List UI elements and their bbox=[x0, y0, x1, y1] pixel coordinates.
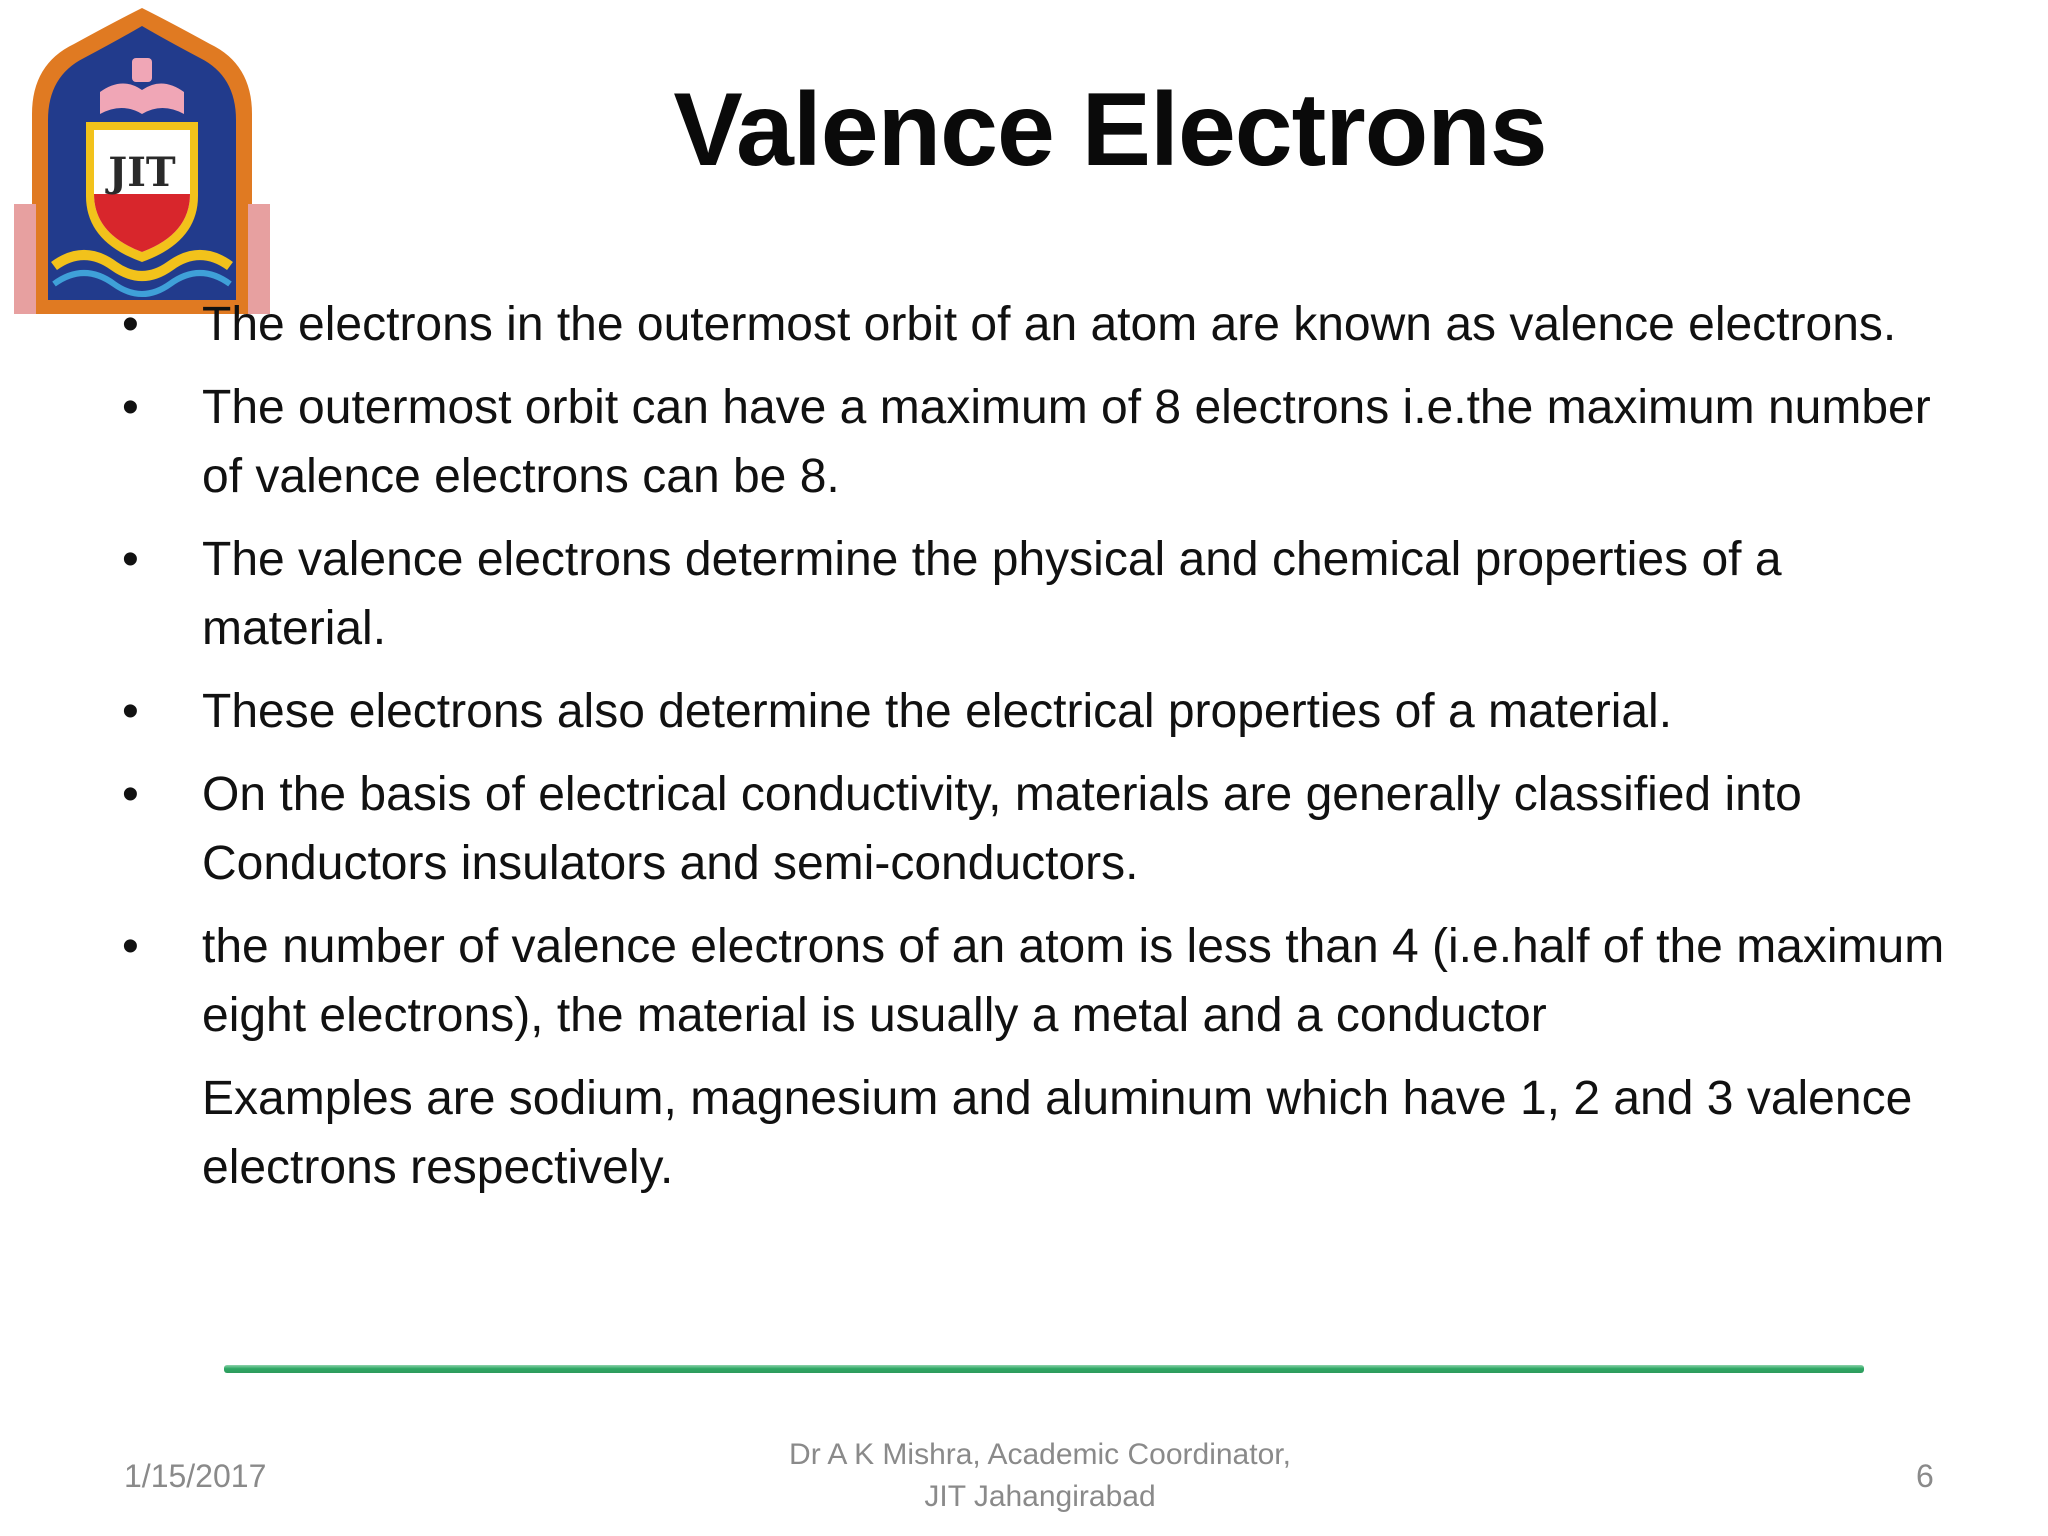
footer-date: 1/15/2017 bbox=[124, 1458, 267, 1494]
bullet-marker: • bbox=[122, 768, 139, 821]
jit-crest-icon bbox=[14, 4, 270, 320]
bullet-item bbox=[122, 373, 1962, 511]
bullet-marker: • bbox=[122, 381, 139, 434]
bullet-text: These electrons also determine the electrical properties of a material. bbox=[202, 685, 1673, 738]
bullet-text: The outermost orbit can have a maximum of 8 electrons i.e.the maximum number of valence electrons can be 8. bbox=[202, 381, 1931, 503]
bullet-text: the number of valence electrons of an atom is less than 4 (i.e.half of the maximum eight electrons), the material is usually a metal and a conductor bbox=[202, 920, 1945, 1042]
footer-author-line2: JIT Jahangirabad bbox=[924, 1480, 1156, 1513]
bullet-text: Examples are sodium, magnesium and aluminum which have 1, 2 and 3 valence electrons respectively. bbox=[202, 1072, 1913, 1194]
college-logo bbox=[14, 4, 270, 320]
bullet-item bbox=[122, 760, 1962, 898]
page-number: 6 bbox=[1916, 1458, 1934, 1494]
bullet-marker: • bbox=[122, 685, 139, 738]
bullet-marker: • bbox=[122, 533, 139, 586]
footer-divider bbox=[224, 1365, 1864, 1373]
footer-author bbox=[700, 1434, 1380, 1518]
footer-author-line1: Dr A K Mishra, Academic Coordinator, bbox=[789, 1438, 1291, 1471]
bullet-item bbox=[122, 912, 1962, 1050]
bullet-item-continuation bbox=[122, 1064, 1962, 1202]
svg-text:JIT: JIT bbox=[108, 149, 176, 196]
bullet-list bbox=[122, 290, 1962, 1216]
bullet-text: The electrons in the outermost orbit of an atom are known as valence electrons. bbox=[202, 298, 1897, 351]
bullet-text: On the basis of electrical conductivity, materials are generally classified into Conductors insulators and semi-conductors. bbox=[202, 768, 1802, 890]
slide-title: Valence Electrons bbox=[673, 72, 1547, 188]
bullet-marker: • bbox=[122, 298, 139, 351]
bullet-item bbox=[122, 290, 1962, 359]
bullet-item bbox=[122, 677, 1962, 746]
bullet-item bbox=[122, 525, 1962, 663]
bullet-marker: • bbox=[122, 920, 139, 973]
bullet-text: The valence electrons determine the physical and chemical properties of a material. bbox=[202, 533, 1782, 655]
